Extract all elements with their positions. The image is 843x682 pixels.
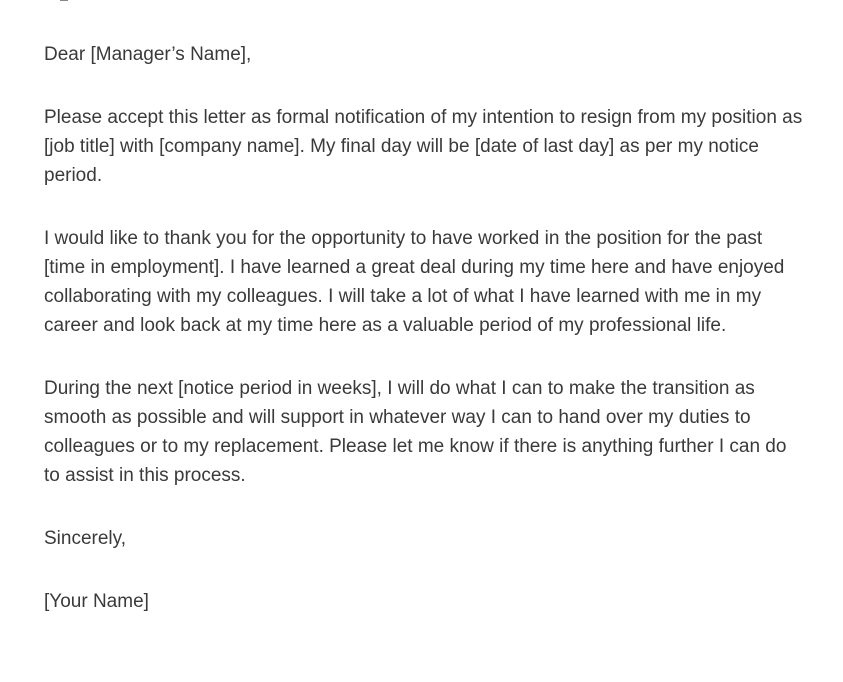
letter-paragraph-2: I would like to thank you for the opportunity to have worked in the position for the past [time in employment]. I have learned a great deal during my time here and have enjoyed collaborating with my colleagues. I will take a lot of what I have learned with me in my career and look back at my time here as a valuable period of my professional life. xyxy=(44,228,785,336)
letter-signature: [Your Name] xyxy=(44,591,149,612)
letter-paragraph-1: Please accept this letter as formal notification of my intention to resign from my position as [job title] with [company name]. My final day will be [date of last day] as per my notice period. xyxy=(44,107,803,186)
resignation-letter xyxy=(44,40,804,650)
letter-paragraph-3: During the next [notice period in weeks], I will do what I can to make the transition as smooth as possible and will support in whatever way I can to hand over my duties to colleagues or to my replacement. Please let me know if there is anything further I can do to assist in this process. xyxy=(44,378,787,486)
letter-closing: Sincerely, xyxy=(44,528,127,549)
letter-salutation: Dear [Manager’s Name], xyxy=(44,44,252,65)
cropped-text-fragment xyxy=(60,0,68,1)
